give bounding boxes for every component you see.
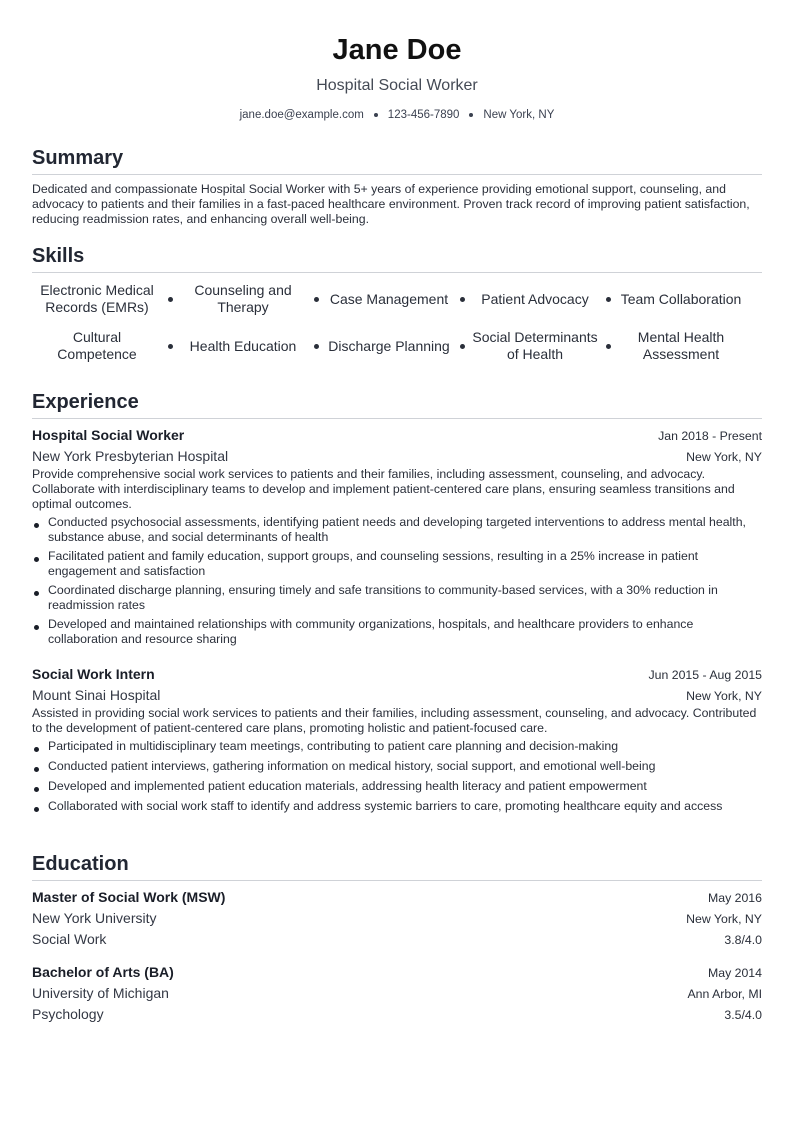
contact-location: New York, NY	[483, 109, 555, 121]
job-description: Assisted in providing social work services to patients and their families, including assessment, counseling, and advocacy. Contributed to the development of patient-centered care plans, promoting holistic and patient-focused care.	[32, 706, 757, 735]
skill-separator	[308, 297, 324, 302]
entry-header	[32, 664, 762, 685]
employer: New York Presbyterian Hospital	[32, 448, 229, 464]
skills-row	[32, 280, 762, 318]
skill-item: Mental Health Assessment	[637, 329, 725, 362]
skill-separator	[162, 297, 178, 302]
education-entry	[32, 887, 762, 950]
job-location: New York, NY	[686, 689, 762, 703]
skill-item: Case Management	[329, 290, 449, 307]
entry-subheader	[32, 685, 762, 706]
skill-item: Electronic Medical Records (EMRs)	[40, 282, 154, 315]
skill-separator	[308, 344, 324, 349]
entry-header	[32, 425, 762, 446]
skill-item: Team Collaboration	[620, 290, 742, 307]
education-entry	[32, 962, 762, 1025]
experience-entry	[32, 664, 762, 819]
skill-separator	[162, 344, 178, 349]
achievement-item: Participated in multidisciplinary team meetings, contributing to patient care planning and decision-making	[32, 739, 762, 754]
section-title-summary: Summary	[32, 145, 762, 175]
graduation-date: May 2016	[707, 891, 762, 905]
section-title-education: Education	[32, 851, 762, 881]
achievement-item: Coordinated discharge planning, ensuring timely and safe transitions to community-based services, with a 30% reduction in readmission rates	[32, 583, 762, 613]
skill-separator	[454, 297, 470, 302]
job-title: Social Work Intern	[32, 666, 155, 682]
skill-item: Patient Advocacy	[481, 290, 589, 307]
entry-header	[32, 887, 762, 908]
skills-grid	[32, 280, 762, 372]
skills-row	[32, 320, 762, 372]
achievement-item: Developed and implemented patient education materials, addressing health literacy and patient empowerment	[32, 779, 762, 794]
school-location: Ann Arbor, MI	[687, 987, 762, 1001]
section-title-skills: Skills	[32, 243, 762, 273]
achievement-item: Developed and maintained relationships with community organizations, hospitals, and healthcare providers to enhance collaboration and resource sharing	[32, 617, 762, 647]
school-location: New York, NY	[686, 912, 762, 926]
skill-separator	[454, 344, 470, 349]
entry-subheader	[32, 983, 762, 1004]
separator-dot	[469, 113, 473, 117]
employer: Mount Sinai Hospital	[32, 687, 161, 703]
school: New York University	[32, 910, 157, 926]
skill-item: Discharge Planning	[328, 337, 450, 354]
candidate-title: Hospital Social Worker	[316, 77, 478, 94]
skill-item: Health Education	[189, 337, 297, 354]
skill-item: Social Determinants of Health	[472, 329, 598, 362]
achievement-item: Facilitated patient and family education, support groups, and counseling sessions, resulting in a 25% increase in patient engagement and satisfaction	[32, 549, 762, 579]
degree: Bachelor of Arts (BA)	[32, 964, 174, 980]
achievement-item: Collaborated with social work staff to identify and address systemic barriers to care, promoting healthcare equity and access	[32, 799, 762, 814]
achievement-list	[32, 515, 762, 647]
job-location: New York, NY	[686, 450, 762, 464]
section-title-experience: Experience	[32, 389, 762, 419]
entry-detail	[32, 1004, 762, 1025]
field-of-study: Social Work	[32, 931, 107, 947]
school: University of Michigan	[32, 985, 169, 1001]
summary-text: Dedicated and compassionate Hospital Social Worker with 5+ years of experience providing emotional support, counseling, and advocacy to patients and their families in a fast-paced healthcare environment. Proven track record of improving patient satisfaction, reducing readmission rates, and enhancing overall well-being.	[32, 182, 750, 226]
skill-separator	[600, 297, 616, 302]
job-description: Provide comprehensive social work services to patients and their families, including assessment, counseling, and advocacy. Collaborate with interdisciplinary teams to develop and implement patient-centered care plans, ensuring seamless transitions and optimal outcomes.	[32, 467, 735, 511]
entry-subheader	[32, 446, 762, 467]
entry-subheader	[32, 908, 762, 929]
achievement-item: Conducted patient interviews, gathering information on medical history, social support, and emotional well-being	[32, 759, 762, 774]
gpa: 3.8/4.0	[724, 933, 762, 947]
skill-item: Counseling and Therapy	[194, 282, 292, 315]
degree: Master of Social Work (MSW)	[32, 889, 226, 905]
skill-separator	[600, 344, 616, 349]
skill-item: Cultural Competence	[57, 329, 137, 362]
job-title: Hospital Social Worker	[32, 427, 185, 443]
contact-line	[32, 107, 762, 123]
job-dates: Jan 2018 - Present	[658, 429, 762, 443]
entry-detail	[32, 929, 762, 950]
achievement-list	[32, 739, 762, 814]
contact-phone[interactable]: 123-456-7890	[387, 109, 460, 121]
gpa: 3.5/4.0	[724, 1008, 762, 1022]
entry-header	[32, 962, 762, 983]
field-of-study: Psychology	[32, 1006, 104, 1022]
candidate-name: Jane Doe	[332, 34, 462, 66]
job-dates: Jun 2015 - Aug 2015	[648, 668, 762, 682]
experience-entry	[32, 425, 762, 651]
separator-dot	[374, 113, 378, 117]
achievement-item: Conducted psychosocial assessments, identifying patient needs and developing targeted interventions to address mental health, substance abuse, and social determinants of health	[32, 515, 762, 545]
contact-email[interactable]: jane.doe@example.com	[239, 109, 364, 121]
graduation-date: May 2014	[707, 966, 762, 980]
